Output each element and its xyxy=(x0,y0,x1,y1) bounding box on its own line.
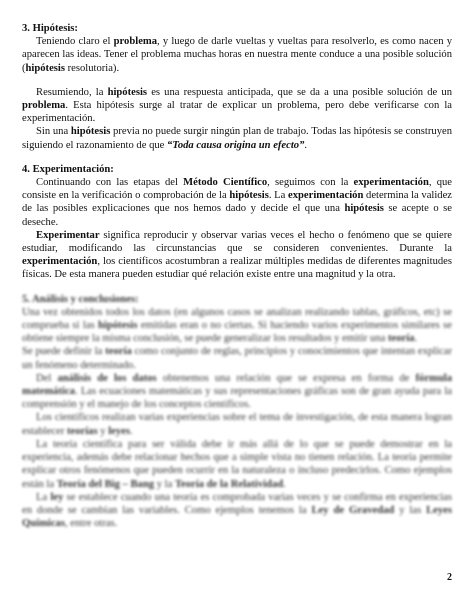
text-run: Continuando con las etapas del xyxy=(36,177,184,189)
text-run: se establece cuando una teoría es comprobada varias veces y se confirma en experiencias en donde se cambian las variables. Como ejemplos tenemos la xyxy=(22,491,452,516)
text-run: y la xyxy=(154,478,175,490)
bold-text-run: hipótesis xyxy=(344,203,384,215)
section-3-title: 3. Hipótesis: xyxy=(22,23,78,34)
text-run: es una respuesta anticipada, que se da a una posible solución de un xyxy=(147,86,452,98)
section-spacer xyxy=(22,152,452,163)
section-3-paragraph-1 xyxy=(22,35,452,75)
text-run: significa reproducir y observar varias veces el hecho o fenómeno que se quiere estudiar, modificando las circunstancias que se consideren convenientes. Durante la xyxy=(22,229,452,255)
bold-text-run: hipótesis xyxy=(229,190,269,202)
text-run: resolutoria). xyxy=(64,62,120,74)
bold-text-run: fórmula matemática xyxy=(22,372,452,398)
text-run: previa no puede surgir ningún plan de trabajo. Todas las hipótesis se construyen siguiendo el razonamiento de que xyxy=(22,126,452,151)
bold-text-run: experimentación xyxy=(22,256,98,268)
section-3-paragraph-2 xyxy=(22,86,452,126)
bold-text-run: teorías xyxy=(67,425,98,437)
bold-text-run: hipótesis xyxy=(70,126,111,138)
text-run: , los científicos acostumbran a realizar múltiples medidas de diferentes magnitudes físicas. De esta manera pueden estudiar qué relación existe entre una magnitud y la otra. xyxy=(22,256,452,281)
text-run: La xyxy=(36,491,51,503)
section-5-blurred xyxy=(22,293,452,531)
bold-text-run: Leyes Químicas xyxy=(22,504,452,530)
section-5-paragraph-1 xyxy=(22,306,452,346)
text-run: como conjunto de reglas, principios y conocimientos que intentan explicar un fenómeno determinado. xyxy=(22,346,452,371)
text-run: . La xyxy=(268,190,289,202)
section-5-paragraph-4 xyxy=(22,411,452,437)
bold-text-run: Teoría de la Relatividad xyxy=(174,478,284,490)
text-run: Una vez obtenidos todos los datos (en algunos casos se analizan realizando tablas, gráficos, etc) se comprueba si las xyxy=(22,306,452,332)
section-4-paragraph-2 xyxy=(22,229,452,282)
text-run: La teoría científica para ser válida debe ir más allá de lo que se puede demostrar en la experiencia, además debe relacionar hechos que a simple vista no tienen relación. La teoría permite explicar otros fenómenos que pueden ocurrir en la naturaleza o incluso predecirlos. Como ejemplos están la xyxy=(22,438,452,490)
bold-text-run: experimentación xyxy=(288,190,364,202)
text-run: determina la validez de las posibles explicaciones que nos hemos dado y decide el que una xyxy=(22,190,452,215)
text-run: Teniendo claro el xyxy=(36,36,114,48)
bold-text-run: hipótesis xyxy=(107,86,148,98)
section-spacer xyxy=(22,282,452,293)
text-run: Los científicos realizan varias experiencias sobre el tema de investigación, de esta manera logran establecer xyxy=(22,412,452,437)
text-run: . Las ecuaciones matemáticas y sus representaciones gráficas son de gran ayuda para la comprensión y el manejo de los conceptos científicos. xyxy=(22,386,452,411)
text-run: Resumiendo, la xyxy=(36,86,108,98)
bold-text-run: análisis de los datos xyxy=(57,372,157,384)
text-run: Sin una xyxy=(36,126,71,138)
text-run: , entre otras. xyxy=(64,518,118,530)
section-5-paragraph-3 xyxy=(22,372,452,412)
bold-text-run: problema xyxy=(113,36,158,48)
section-5-paragraph-2 xyxy=(22,345,452,371)
bold-text-run: teoría xyxy=(105,346,132,358)
paragraph-spacer xyxy=(22,75,452,86)
text-run: Del xyxy=(36,372,58,384)
text-run: emitidas eran o no ciertas. Si haciendo varios experimentos similares se obtiene siempre la misma conclusión, se puede generalizar los resultados y emitir una xyxy=(22,320,453,345)
bold-text-run: experimentación xyxy=(353,177,429,189)
text-run: y las xyxy=(394,504,427,516)
text-run: . xyxy=(414,333,418,345)
text-run: Se puede definir la xyxy=(22,346,106,358)
bold-text-run: Método Científico xyxy=(183,177,268,189)
text-run: . xyxy=(283,478,286,490)
section-3-paragraph-3 xyxy=(22,125,452,151)
bold-text-run: leyes xyxy=(108,425,130,437)
text-run: . xyxy=(304,139,308,151)
text-run: , y luego de darle vueltas y vueltas para resolverlo, es como nacen y aparecen las ideas. Tener el problema muchas horas en nuestra mente conduce a una posible solución ( xyxy=(22,36,452,74)
section-5-paragraph-6 xyxy=(22,491,452,531)
text-run: obtenemos una relación que se expresa en forma de xyxy=(156,372,416,384)
bold-text-run: Teoría del Big – Bang xyxy=(56,478,155,490)
text-run: , seguimos con la xyxy=(267,177,354,189)
text-run: . Esta hipótesis surge al tratar de explicar un problema, pero debe verificarse con la experimentación. xyxy=(22,100,452,125)
page-number: 2 xyxy=(447,572,452,583)
text-run: y xyxy=(97,425,109,437)
bold-text-run: Ley de Gravedad xyxy=(311,504,395,516)
text-run: , que consiste en la verificación o comprobación de la xyxy=(22,177,452,202)
section-5-title: 5. Análisis y conclusiones: xyxy=(22,293,139,305)
text-run: . xyxy=(129,425,133,437)
bold-text-run: hipótesis xyxy=(98,320,138,332)
bold-text-run: ley xyxy=(50,491,64,503)
section-5-paragraph-5 xyxy=(22,438,452,491)
bold-text-run: problema xyxy=(22,100,66,112)
bold-text-run: teoría xyxy=(387,333,415,345)
bold-text-run: hipótesis xyxy=(25,62,65,74)
bold-text-run: Experimentar xyxy=(36,229,100,241)
text-run: se acepte o se deseche. xyxy=(22,203,452,228)
section-4-paragraph-1 xyxy=(22,176,452,229)
section-4-title: 4. Experimentación: xyxy=(22,163,114,175)
bold-text-run: “Toda causa origina un efecto” xyxy=(167,139,305,151)
page-content xyxy=(22,22,452,530)
